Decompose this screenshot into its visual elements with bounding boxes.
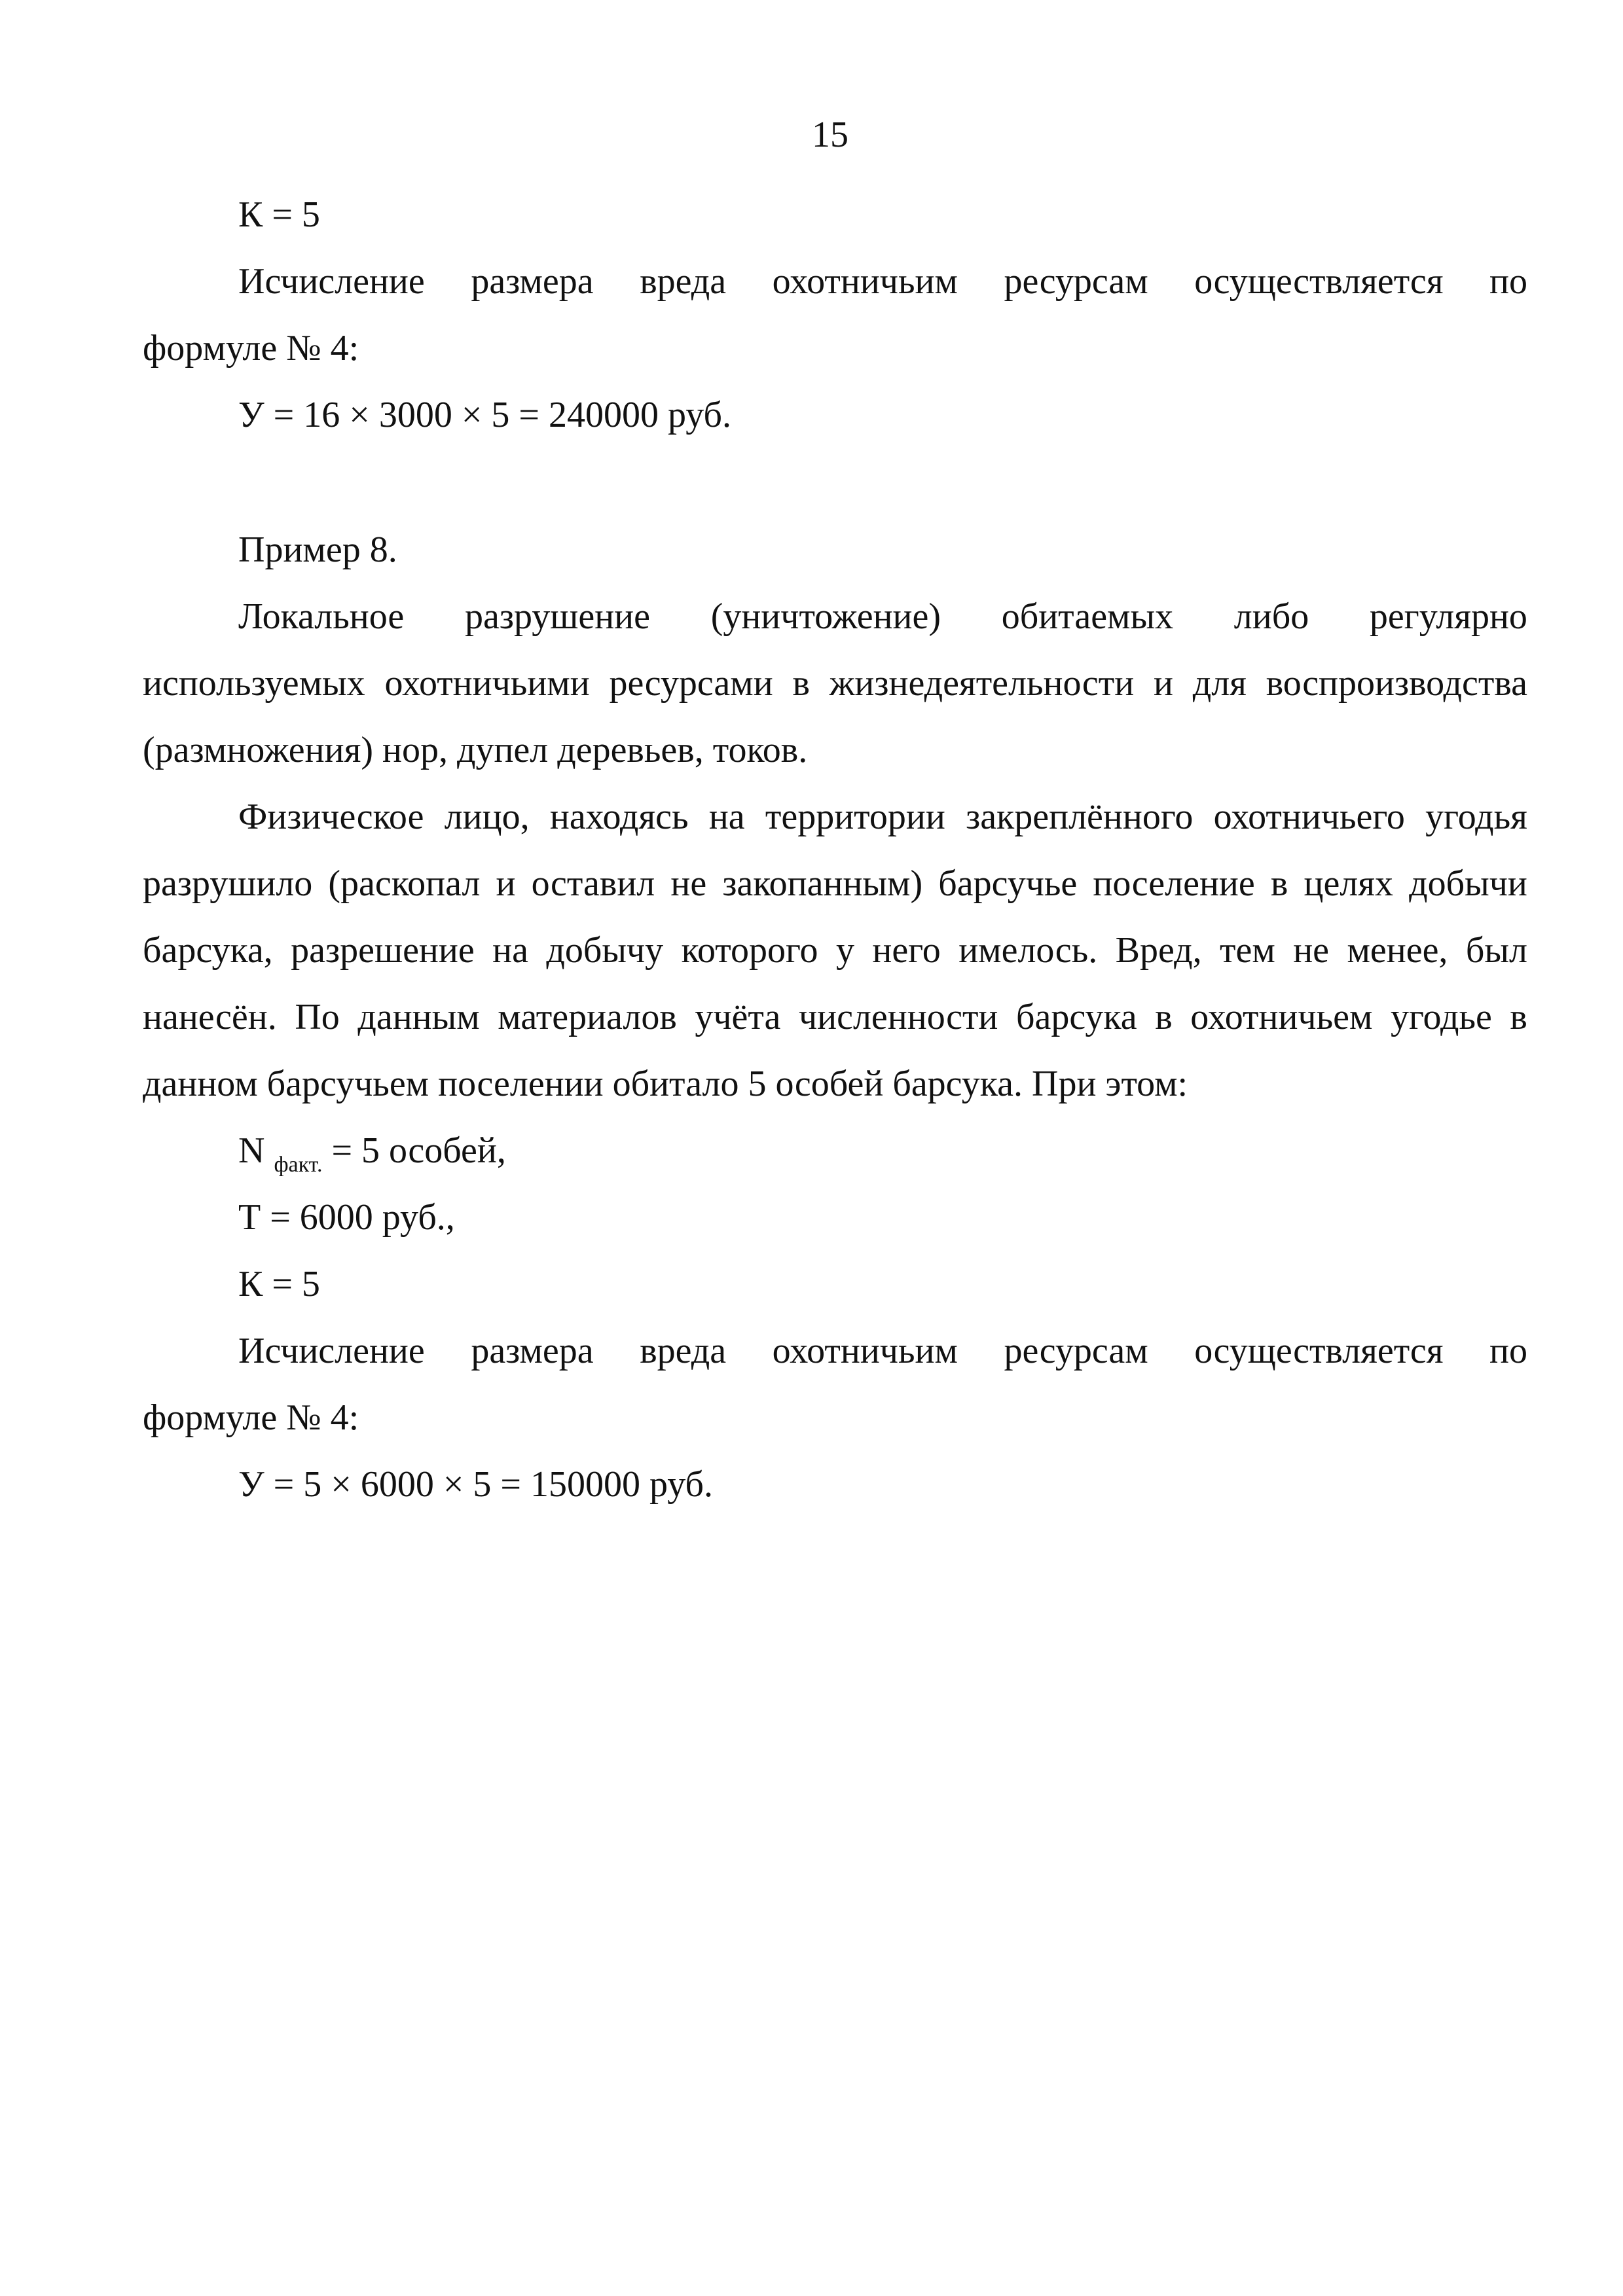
- calc-sentence-2-line-1: [238, 1333, 1527, 1369]
- n-fact-line: [238, 1130, 506, 1177]
- word: разрушение: [464, 596, 650, 637]
- t-rate-line: Т = 6000 руб.,: [238, 1197, 455, 1238]
- calc-sentence-2-line-2: формуле № 4:: [143, 1397, 359, 1438]
- paragraph-line-2: разрушило (раскопал и оставил не закопанным) барсучье поселение в целях добычи: [143, 863, 1527, 904]
- word: регулярно: [1369, 596, 1527, 637]
- word: Исчисление: [238, 261, 425, 302]
- page-number: 15: [812, 115, 848, 155]
- example-heading-line-2: используемых охотничьими ресурсами в жизнедеятельности и для воспроизводства: [143, 663, 1527, 704]
- word: вреда: [640, 1331, 727, 1371]
- paragraph-line-5: данном барсучьем поселении обитало 5 особей барсука. При этом:: [143, 1064, 1188, 1104]
- n-subscript: факт.: [274, 1153, 323, 1177]
- word: (уничтожение): [710, 596, 941, 637]
- word: вреда: [640, 261, 727, 302]
- word: ресурсам: [1004, 261, 1148, 302]
- k-coefficient-line-2: К = 5: [238, 1264, 320, 1304]
- word: охотничьим: [772, 261, 958, 302]
- word: осуществляется: [1194, 261, 1444, 302]
- word: осуществляется: [1194, 1331, 1444, 1371]
- calc-sentence-line-2: формуле № 4:: [143, 328, 359, 368]
- n-symbol: N: [238, 1130, 265, 1171]
- word: по: [1489, 1331, 1527, 1371]
- word: либо: [1233, 596, 1309, 637]
- word: охотничьим: [772, 1331, 958, 1371]
- word: ресурсам: [1004, 1331, 1148, 1371]
- word: Исчисление: [238, 1331, 425, 1371]
- word: по: [1489, 261, 1527, 302]
- word: размера: [471, 261, 594, 302]
- word: размера: [471, 1331, 594, 1371]
- n-value: = 5 особей,: [331, 1130, 506, 1171]
- calc-sentence-line-1: [238, 263, 1527, 300]
- paragraph-line-1: Физическое лицо, находясь на территории закреплённого охотничьего угодья: [238, 797, 1527, 837]
- k-coefficient-line: К = 5: [238, 194, 320, 235]
- example-heading-line-1: [238, 598, 1527, 635]
- word: Локальное: [238, 596, 405, 637]
- example-heading-line-3: (размножения) нор, дупел деревьев, токов.: [143, 730, 808, 770]
- example-title: Пример 8.: [238, 529, 397, 570]
- word: обитаемых: [1001, 596, 1174, 637]
- formula-line: У = 16 × 3000 × 5 = 240000 руб.: [238, 395, 731, 435]
- formula-line-2: У = 5 × 6000 × 5 = 150000 руб.: [238, 1464, 713, 1505]
- paragraph-line-3: барсука, разрешение на добычу которого у него имелось. Вред, тем не менее, был: [143, 930, 1527, 971]
- paragraph-line-4: нанесён. По данным материалов учёта численности барсука в охотничьем угодье в: [143, 997, 1527, 1037]
